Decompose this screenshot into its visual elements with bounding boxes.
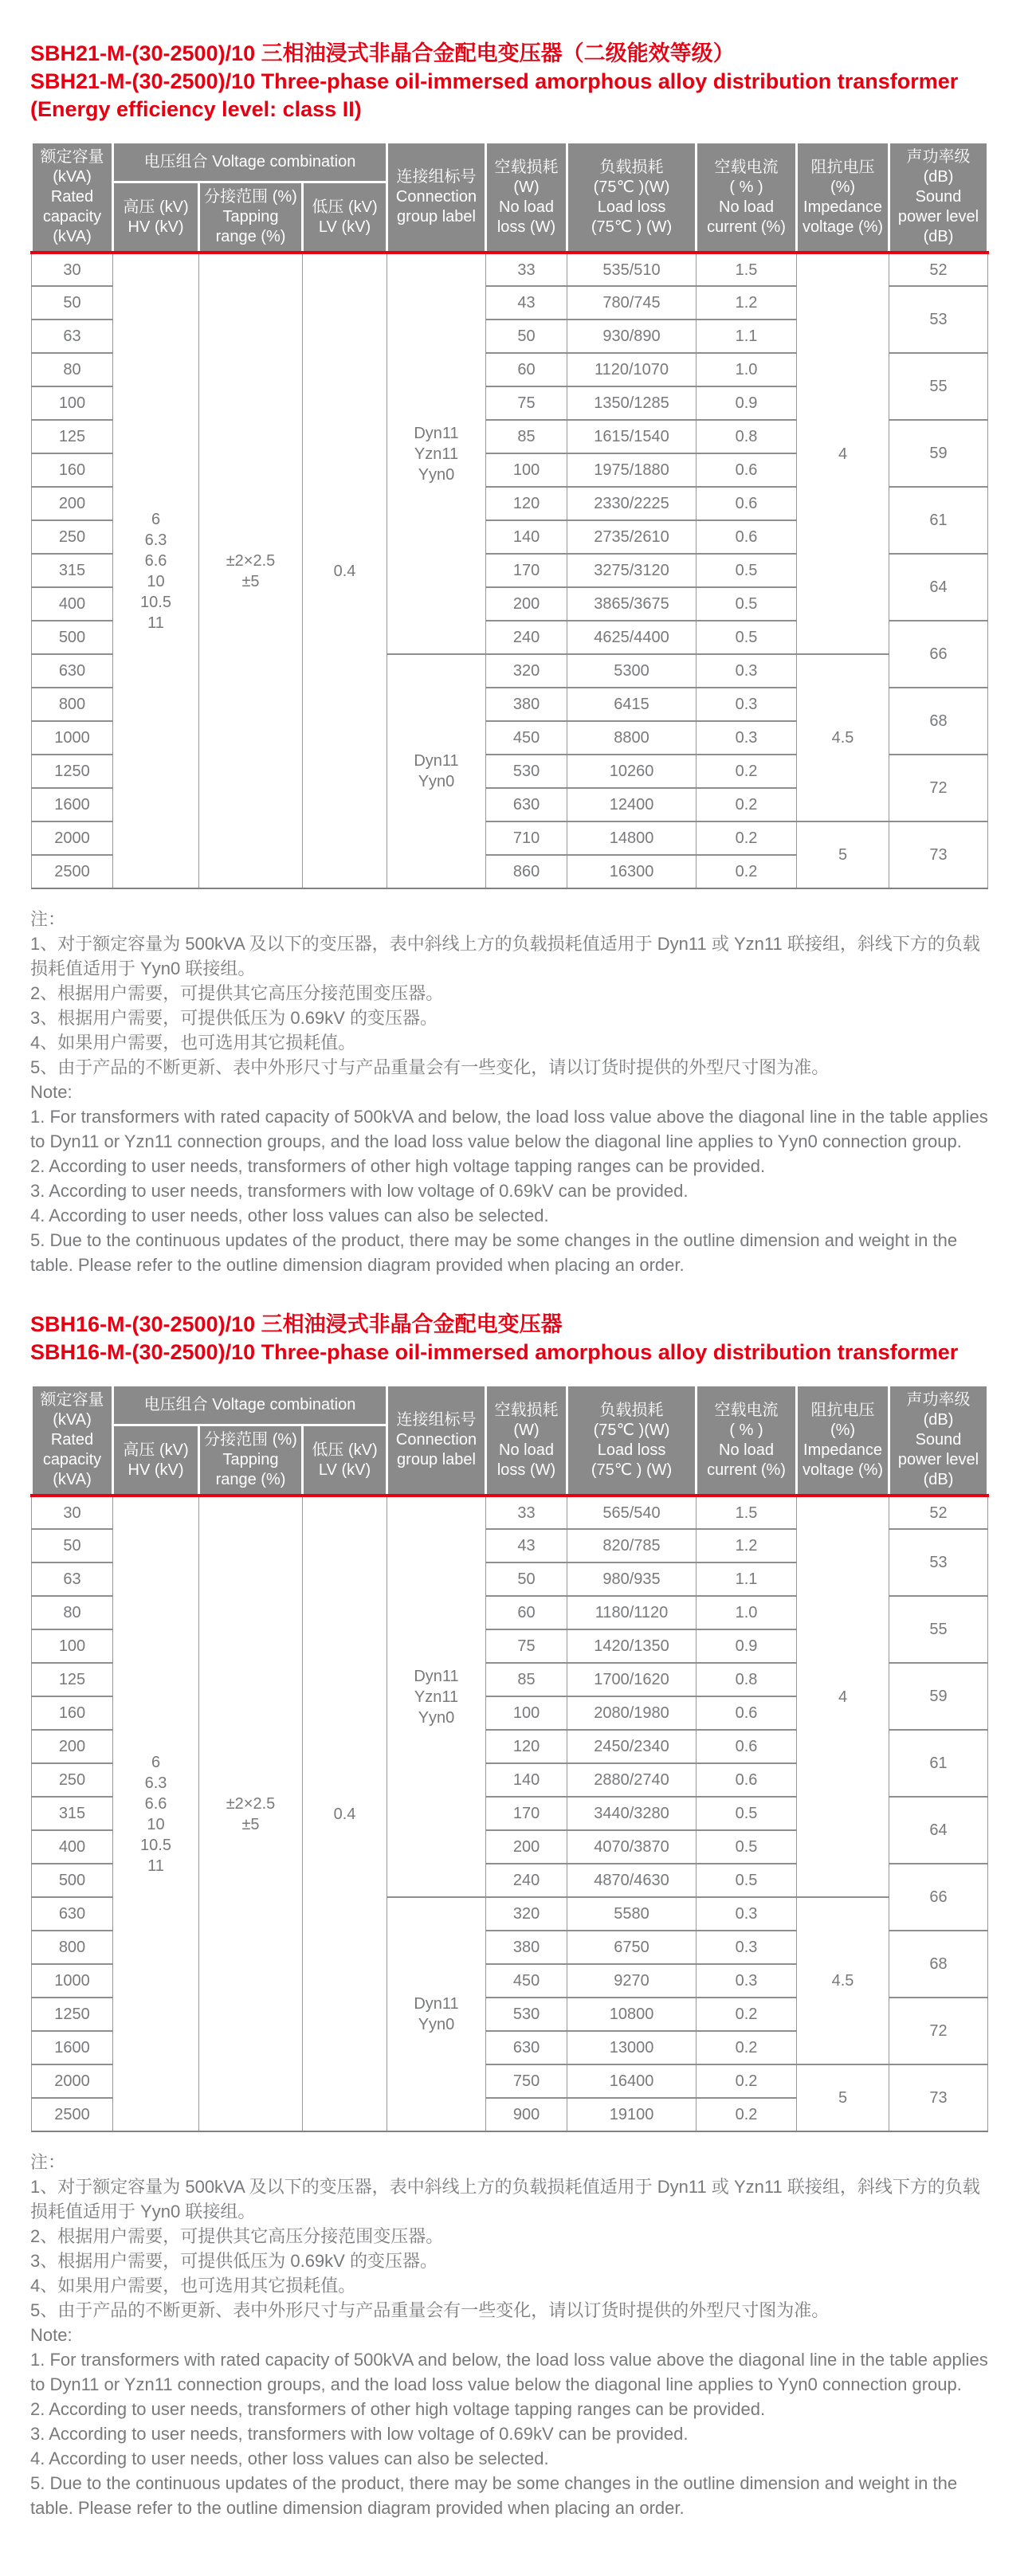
note-zh: 2、根据用户需要，可提供其它高压分接范围变压器。 — [30, 983, 444, 1003]
sound-cell: 64 — [889, 1797, 988, 1864]
hv-cell: 6 6.3 6.6 10 10.5 11 — [113, 253, 199, 888]
sound-cell: 55 — [889, 1596, 988, 1663]
load-loss-cell: 980/935 — [567, 1562, 697, 1596]
capacity-cell: 63 — [32, 320, 113, 353]
load-loss-cell: 2450/2340 — [567, 1730, 697, 1763]
notes-label-zh: 注： — [30, 2152, 66, 2172]
load-loss-cell: 3865/3675 — [567, 587, 697, 621]
no-load-current-cell: 0.5 — [697, 1797, 797, 1830]
sound-cell: 68 — [889, 688, 988, 755]
col-header-no-load-loss: 空载损耗 (W) No load loss (W) — [486, 1386, 567, 1496]
impedance-cell: 4 — [797, 253, 889, 654]
no-load-current-cell: 0.3 — [697, 1964, 797, 1998]
capacity-cell: 500 — [32, 621, 113, 654]
load-loss-cell: 19100 — [567, 2098, 697, 2131]
no-load-loss-cell: 50 — [486, 320, 567, 353]
capacity-cell: 315 — [32, 554, 113, 587]
capacity-cell: 200 — [32, 1730, 113, 1763]
capacity-cell: 1000 — [32, 1964, 113, 1998]
load-loss-cell: 1615/1540 — [567, 420, 697, 453]
note-en: 4. According to user needs, other loss values can also be selected. — [30, 2449, 549, 2468]
load-loss-cell: 10260 — [567, 755, 697, 788]
no-load-current-cell: 0.5 — [697, 621, 797, 654]
note-en: 2. According to user needs, transformers of other high voltage tapping ranges can be provided. — [30, 2399, 766, 2419]
no-load-current-cell: 0.6 — [697, 1763, 797, 1797]
sound-cell: 61 — [889, 487, 988, 554]
note-en: 3. According to user needs, transformers with low voltage of 0.69kV can be provided. — [30, 1181, 689, 1201]
load-loss-cell: 14800 — [567, 821, 697, 855]
note-zh: 5、由于产品的不断更新、表中外形尺寸与产品重量会有一些变化，请以订货时提供的外型尺寸图为准。 — [30, 2300, 830, 2320]
load-loss-cell: 2330/2225 — [567, 487, 697, 520]
product-section-sbh16 — [30, 1311, 996, 2520]
sound-cell: 68 — [889, 1931, 988, 1998]
no-load-current-cell: 0.2 — [697, 1998, 797, 2031]
capacity-cell: 30 — [32, 1496, 113, 1529]
load-loss-cell: 5580 — [567, 1897, 697, 1931]
load-loss-cell: 1120/1070 — [567, 353, 697, 386]
col-header-hv: 高压 (kV) HV (kV) — [113, 182, 199, 253]
lv-cell: 0.4 — [303, 253, 387, 888]
no-load-current-cell: 0.5 — [697, 554, 797, 587]
product-section-sbh21 — [30, 40, 996, 1277]
section-title-zh: SBH16-M-(30-2500)/10 三相油浸式非晶合金配电变压器 — [30, 1312, 563, 1336]
lv-cell: 0.4 — [303, 1496, 387, 2131]
no-load-loss-cell: 60 — [486, 1596, 567, 1629]
sound-cell: 53 — [889, 1529, 988, 1596]
load-loss-cell: 1700/1620 — [567, 1663, 697, 1696]
no-load-loss-cell: 320 — [486, 1897, 567, 1931]
load-loss-cell: 10800 — [567, 1998, 697, 2031]
capacity-cell: 400 — [32, 587, 113, 621]
no-load-current-cell: 0.3 — [697, 1897, 797, 1931]
col-header-lv: 低压 (kV) LV (kV) — [303, 182, 387, 253]
load-loss-cell: 2735/2610 — [567, 520, 697, 554]
load-loss-cell: 4625/4400 — [567, 621, 697, 654]
no-load-current-cell: 0.2 — [697, 2031, 797, 2064]
no-load-loss-cell: 200 — [486, 1830, 567, 1864]
impedance-cell: 4.5 — [797, 654, 889, 821]
sound-cell: 52 — [889, 253, 988, 286]
connection-cell: Dyn11 Yyn0 — [387, 654, 486, 888]
col-header-no-load-current: 空载电流 ( % ) No load current (%) — [697, 1386, 797, 1496]
load-loss-cell: 1350/1285 — [567, 386, 697, 420]
load-loss-cell: 3440/3280 — [567, 1797, 697, 1830]
no-load-current-cell: 0.3 — [697, 654, 797, 688]
no-load-current-cell: 0.2 — [697, 788, 797, 821]
capacity-cell: 800 — [32, 688, 113, 721]
col-header-impedance-voltage: 阻抗电压 (%) Impedance voltage (%) — [797, 143, 889, 253]
col-header-tapping-range: 分接范围 (%) Tapping range (%) — [199, 1425, 303, 1496]
no-load-loss-cell: 450 — [486, 721, 567, 755]
sound-cell: 59 — [889, 1663, 988, 1730]
capacity-cell: 400 — [32, 1830, 113, 1864]
note-zh: 3、根据用户需要，可提供低压为 0.69kV 的变压器。 — [30, 2251, 438, 2271]
no-load-loss-cell: 75 — [486, 386, 567, 420]
note-zh: 1、对于额定容量为 500kVA 及以下的变压器，表中斜线上方的负载损耗值适用于 Dyn11 或 Yzn11 联接组，斜线下方的负载损耗值适用于 Yyn0 联接组。 — [30, 934, 980, 978]
no-load-current-cell: 0.9 — [697, 1629, 797, 1663]
sound-cell: 72 — [889, 1998, 988, 2064]
no-load-loss-cell: 85 — [486, 1663, 567, 1696]
col-header-sound-power-level: 声功率级 (dB) Sound power level (dB) — [889, 143, 988, 253]
capacity-cell: 800 — [32, 1931, 113, 1964]
no-load-current-cell: 0.3 — [697, 1931, 797, 1964]
impedance-cell: 4.5 — [797, 1897, 889, 2064]
note-en: 5. Due to the continuous updates of the product, there may be some changes in the outline dimension and weight in the table. Please refer to the outline dimension diagram provided when placing an order. — [30, 1230, 958, 1275]
connection-cell: Dyn11 Yzn11 Yyn0 — [387, 1496, 486, 1897]
load-loss-cell: 535/510 — [567, 253, 697, 286]
load-loss-cell: 5300 — [567, 654, 697, 688]
no-load-loss-cell: 140 — [486, 520, 567, 554]
capacity-cell: 30 — [32, 253, 113, 286]
col-header-tapping-range: 分接范围 (%) Tapping range (%) — [199, 182, 303, 253]
no-load-current-cell: 0.6 — [697, 453, 797, 487]
section-title — [30, 1311, 995, 1366]
capacity-cell: 80 — [32, 1596, 113, 1629]
note-zh: 3、根据用户需要，可提供低压为 0.69kV 的变压器。 — [30, 1008, 438, 1028]
no-load-current-cell: 0.8 — [697, 1663, 797, 1696]
no-load-current-cell: 1.5 — [697, 1496, 797, 1529]
no-load-current-cell: 0.5 — [697, 1830, 797, 1864]
no-load-loss-cell: 380 — [486, 1931, 567, 1964]
capacity-cell: 2000 — [32, 2064, 113, 2098]
no-load-loss-cell: 240 — [486, 1864, 567, 1897]
capacity-cell: 250 — [32, 1763, 113, 1797]
load-loss-cell: 2880/2740 — [567, 1763, 697, 1797]
capacity-cell: 1250 — [32, 755, 113, 788]
notes-label-zh: 注： — [30, 909, 66, 929]
no-load-loss-cell: 33 — [486, 253, 567, 286]
load-loss-cell: 4070/3870 — [567, 1830, 697, 1864]
sound-cell: 66 — [889, 1864, 988, 1931]
capacity-cell: 63 — [32, 1562, 113, 1596]
no-load-current-cell: 1.0 — [697, 353, 797, 386]
no-load-loss-cell: 170 — [486, 554, 567, 587]
load-loss-cell: 8800 — [567, 721, 697, 755]
capacity-cell: 500 — [32, 1864, 113, 1897]
no-load-loss-cell: 450 — [486, 1964, 567, 1998]
spec-row — [32, 253, 988, 286]
sound-cell: 73 — [889, 2064, 988, 2131]
no-load-loss-cell: 100 — [486, 1696, 567, 1730]
no-load-loss-cell: 43 — [486, 286, 567, 320]
no-load-loss-cell: 200 — [486, 587, 567, 621]
col-header-rated-capacity: 额定容量 (kVA) Rated capacity (kVA) — [32, 1386, 113, 1496]
capacity-cell: 630 — [32, 1897, 113, 1931]
load-loss-cell: 4870/4630 — [567, 1864, 697, 1897]
connection-cell: Dyn11 Yzn11 Yyn0 — [387, 253, 486, 654]
load-loss-cell: 13000 — [567, 2031, 697, 2064]
capacity-cell: 50 — [32, 286, 113, 320]
no-load-current-cell: 0.2 — [697, 821, 797, 855]
col-header-load-loss: 负载损耗 (75℃ )(W) Load loss (75℃ ) (W) — [567, 143, 697, 253]
no-load-loss-cell: 750 — [486, 2064, 567, 2098]
no-load-loss-cell: 120 — [486, 487, 567, 520]
no-load-loss-cell: 75 — [486, 1629, 567, 1663]
capacity-cell: 200 — [32, 487, 113, 520]
no-load-current-cell: 0.5 — [697, 1864, 797, 1897]
no-load-loss-cell: 530 — [486, 755, 567, 788]
capacity-cell: 50 — [32, 1529, 113, 1562]
capacity-cell: 160 — [32, 453, 113, 487]
capacity-cell: 1250 — [32, 1998, 113, 2031]
load-loss-cell: 1420/1350 — [567, 1629, 697, 1663]
col-header-lv: 低压 (kV) LV (kV) — [303, 1425, 387, 1496]
note-zh: 5、由于产品的不断更新、表中外形尺寸与产品重量会有一些变化，请以订货时提供的外型尺寸图为准。 — [30, 1057, 830, 1077]
spec-row — [32, 1496, 988, 1529]
capacity-cell: 315 — [32, 1797, 113, 1830]
capacity-cell: 80 — [32, 353, 113, 386]
load-loss-cell: 1975/1880 — [567, 453, 697, 487]
no-load-current-cell: 1.5 — [697, 253, 797, 286]
load-loss-cell: 565/540 — [567, 1496, 697, 1529]
col-header-impedance-voltage: 阻抗电压 (%) Impedance voltage (%) — [797, 1386, 889, 1496]
no-load-loss-cell: 320 — [486, 654, 567, 688]
note-zh: 4、如果用户需要，也可选用其它损耗值。 — [30, 2276, 356, 2296]
note-en: 5. Due to the continuous updates of the product, there may be some changes in the outline dimension and weight in the table. Please refer to the outline dimension diagram provided when placing an order. — [30, 2473, 958, 2518]
no-load-loss-cell: 120 — [486, 1730, 567, 1763]
col-header-no-load-loss: 空载损耗 (W) No load loss (W) — [486, 143, 567, 253]
col-header-voltage-combination: 电压组合 Voltage combination — [113, 143, 387, 182]
capacity-cell: 630 — [32, 654, 113, 688]
capacity-cell: 1600 — [32, 788, 113, 821]
no-load-current-cell: 0.8 — [697, 420, 797, 453]
capacity-cell: 160 — [32, 1696, 113, 1730]
capacity-cell: 125 — [32, 420, 113, 453]
load-loss-cell: 16300 — [567, 855, 697, 888]
no-load-current-cell: 1.0 — [697, 1596, 797, 1629]
sound-cell: 55 — [889, 353, 988, 420]
no-load-loss-cell: 43 — [486, 1529, 567, 1562]
no-load-current-cell: 0.3 — [697, 721, 797, 755]
tapping-cell: ±2×2.5 ±5 — [199, 1496, 303, 2131]
load-loss-cell: 820/785 — [567, 1529, 697, 1562]
no-load-loss-cell: 170 — [486, 1797, 567, 1830]
no-load-loss-cell: 85 — [486, 420, 567, 453]
no-load-loss-cell: 900 — [486, 2098, 567, 2131]
sound-cell: 52 — [889, 1496, 988, 1529]
note-zh: 2、根据用户需要，可提供其它高压分接范围变压器。 — [30, 2226, 444, 2246]
col-header-voltage-combination: 电压组合 Voltage combination — [113, 1386, 387, 1425]
capacity-cell: 1600 — [32, 2031, 113, 2064]
sound-cell: 66 — [889, 621, 988, 688]
note-zh: 1、对于额定容量为 500kVA 及以下的变压器，表中斜线上方的负载损耗值适用于 Dyn11 或 Yzn11 联接组，斜线下方的负载损耗值适用于 Yyn0 联接组。 — [30, 2177, 980, 2221]
connection-cell: Dyn11 Yyn0 — [387, 1897, 486, 2131]
capacity-cell: 1000 — [32, 721, 113, 755]
col-header-sound-power-level: 声功率级 (dB) Sound power level (dB) — [889, 1386, 988, 1496]
col-header-rated-capacity: 额定容量 (kVA) Rated capacity (kVA) — [32, 143, 113, 253]
load-loss-cell: 9270 — [567, 1964, 697, 1998]
no-load-current-cell: 0.2 — [697, 2098, 797, 2131]
no-load-loss-cell: 630 — [486, 2031, 567, 2064]
no-load-loss-cell: 50 — [486, 1562, 567, 1596]
no-load-loss-cell: 710 — [486, 821, 567, 855]
sound-cell: 61 — [889, 1730, 988, 1797]
no-load-loss-cell: 530 — [486, 1998, 567, 2031]
load-loss-cell: 930/890 — [567, 320, 697, 353]
no-load-loss-cell: 860 — [486, 855, 567, 888]
no-load-loss-cell: 140 — [486, 1763, 567, 1797]
section-title-en: SBH16-M-(30-2500)/10 Three-phase oil-immersed amorphous alloy distribution transformer — [30, 1340, 959, 1364]
section-title — [30, 40, 995, 124]
col-header-no-load-current: 空载电流 ( % ) No load current (%) — [697, 143, 797, 253]
impedance-cell: 4 — [797, 1496, 889, 1897]
sound-cell: 53 — [889, 286, 988, 353]
no-load-loss-cell: 630 — [486, 788, 567, 821]
capacity-cell: 2000 — [32, 821, 113, 855]
no-load-current-cell: 0.9 — [697, 386, 797, 420]
no-load-current-cell: 0.2 — [697, 2064, 797, 2098]
capacity-cell: 100 — [32, 1629, 113, 1663]
note-zh: 4、如果用户需要，也可选用其它损耗值。 — [30, 1033, 356, 1053]
no-load-current-cell: 0.6 — [697, 487, 797, 520]
sound-cell: 73 — [889, 821, 988, 888]
note-en: 1. For transformers with rated capacity of 500kVA and below, the load loss value above the diagonal line in the table applies to Dyn11 or Yzn11 connection groups, and the load loss value below the diagonal line applies to Yyn0 connection group. — [30, 2350, 988, 2394]
no-load-current-cell: 1.2 — [697, 286, 797, 320]
no-load-current-cell: 0.6 — [697, 520, 797, 554]
tapping-cell: ±2×2.5 ±5 — [199, 253, 303, 888]
load-loss-cell: 3275/3120 — [567, 554, 697, 587]
capacity-cell: 2500 — [32, 2098, 113, 2131]
section-title-zh: SBH21-M-(30-2500)/10 三相油浸式非晶合金配电变压器（二级能效等级） — [30, 41, 735, 65]
load-loss-cell: 1180/1120 — [567, 1596, 697, 1629]
sound-cell: 72 — [889, 755, 988, 821]
sound-cell: 64 — [889, 554, 988, 621]
no-load-current-cell: 0.6 — [697, 1696, 797, 1730]
no-load-loss-cell: 100 — [486, 453, 567, 487]
notes-block — [30, 2150, 996, 2520]
capacity-cell: 250 — [32, 520, 113, 554]
no-load-loss-cell: 60 — [486, 353, 567, 386]
no-load-current-cell: 0.3 — [697, 688, 797, 721]
no-load-current-cell: 1.1 — [697, 1562, 797, 1596]
notes-block — [30, 907, 996, 1277]
no-load-loss-cell: 380 — [486, 688, 567, 721]
load-loss-cell: 6415 — [567, 688, 697, 721]
col-header-hv: 高压 (kV) HV (kV) — [113, 1425, 199, 1496]
sound-cell: 59 — [889, 420, 988, 487]
section-title-en: SBH21-M-(30-2500)/10 Three-phase oil-immersed amorphous alloy distribution transformer (Energy efficiency level: class II) — [30, 69, 959, 121]
hv-cell: 6 6.3 6.6 10 10.5 11 — [113, 1496, 199, 2131]
col-header-load-loss: 负载损耗 (75℃ )(W) Load loss (75℃ ) (W) — [567, 1386, 697, 1496]
load-loss-cell: 780/745 — [567, 286, 697, 320]
no-load-loss-cell: 240 — [486, 621, 567, 654]
no-load-current-cell: 0.5 — [697, 587, 797, 621]
col-header-connection-group: 连接组标号 Connection group label — [387, 1386, 486, 1496]
spec-table-sbh16 — [30, 1384, 989, 2132]
capacity-cell: 2500 — [32, 855, 113, 888]
notes-label-en: Note: — [30, 1082, 73, 1102]
no-load-current-cell: 0.6 — [697, 1730, 797, 1763]
load-loss-cell: 16400 — [567, 2064, 697, 2098]
no-load-current-cell: 1.1 — [697, 320, 797, 353]
note-en: 2. According to user needs, transformers of other high voltage tapping ranges can be provided. — [30, 1156, 766, 1176]
col-header-connection-group: 连接组标号 Connection group label — [387, 143, 486, 253]
load-loss-cell: 12400 — [567, 788, 697, 821]
notes-label-en: Note: — [30, 2325, 73, 2345]
impedance-cell: 5 — [797, 2064, 889, 2131]
no-load-current-cell: 0.2 — [697, 755, 797, 788]
no-load-current-cell: 0.2 — [697, 855, 797, 888]
capacity-cell: 100 — [32, 386, 113, 420]
capacity-cell: 125 — [32, 1663, 113, 1696]
no-load-loss-cell: 33 — [486, 1496, 567, 1529]
note-en: 3. According to user needs, transformers with low voltage of 0.69kV can be provided. — [30, 2424, 689, 2444]
load-loss-cell: 2080/1980 — [567, 1696, 697, 1730]
load-loss-cell: 6750 — [567, 1931, 697, 1964]
impedance-cell: 5 — [797, 821, 889, 888]
note-en: 4. According to user needs, other loss values can also be selected. — [30, 1206, 549, 1225]
spec-table-sbh21 — [30, 141, 989, 889]
no-load-current-cell: 1.2 — [697, 1529, 797, 1562]
note-en: 1. For transformers with rated capacity of 500kVA and below, the load loss value above the diagonal line in the table applies to Dyn11 or Yzn11 connection groups, and the load loss value below the diagonal line applies to Yyn0 connection group. — [30, 1107, 988, 1151]
